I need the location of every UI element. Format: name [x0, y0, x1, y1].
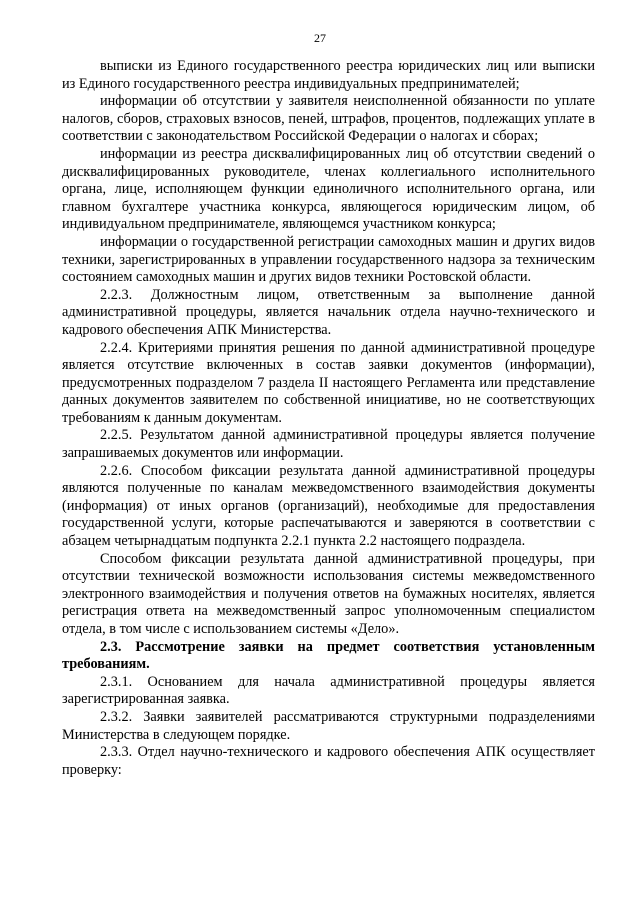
page-number: 27 [314, 31, 326, 45]
paragraph-2-3-3: 2.3.3. Отдел научно-технического и кадрового обеспечения АПК осуществляет проверку: [62, 744, 595, 778]
section-heading-2-3: 2.3. Рассмотрение заявки на предмет соответствия установленным требованиям. [62, 638, 595, 673]
document-body [62, 58, 595, 779]
paragraph-2-3-1: 2.3.1. Основанием для начала административной процедуры является зарегистрированная заявка. [62, 673, 595, 708]
paragraph-disqualified-registry: информации из реестра дисквалифицированных лиц об отсутствии сведений о дисквалифицированных руководителе, членах коллегиального исполнительного органа, лице, исполняющем функции единоличного исполнительного органа, или главном бухгалтере участника конкурса, являющегося юридическим лицом, об индивидуальном предпринимателе, являющемся участником конкурса; [62, 145, 595, 233]
paragraph-2-2-6: 2.2.6. Способом фиксации результата данной административной процедуры являются полученные по каналам межведомственного взаимодействия документы (информация) от иных органов (организаций), необходимые для предоставления государственной услуги, которые распечатываются и заверяются в соответствии с абзацем четырнадцатым подпункта 2.2.1 пункта 2.2 настоящего подраздела. [62, 462, 595, 550]
paragraph-2-2-3: 2.2.3. Должностным лицом, ответственным за выполнение данной административной процедуры, является начальник отдела научно-технического и кадрового обеспечения АПК Министерства. [62, 286, 595, 338]
paragraph-2-2-5: 2.2.5. Результатом данной административной процедуры является получение запрашиваемых документов или информации. [62, 427, 595, 462]
paragraph-fixation-paper: Способом фиксации результата данной административной процедуры, при отсутствии технической возможности использования системы межведомственного электронного взаимодействия и получения ответов на бумажных носителях, является регистрация ответа на межведомственный запрос уполномоченным специалистом отдела, в том числе с использованием системы «Дело». [62, 550, 595, 637]
paragraph-2-2-4: 2.2.4. Критериями принятия решения по данной административной процедуре является отсутствие включенных в состав заявки документов (информации), предусмотренных подразделом 7 раздела II настоящего Регламента или представление данных документов заявителем по собственной инициативе, но не соответствующих требованиям к данным документам. [62, 339, 595, 426]
paragraph-extract-egrul: выписки из Единого государственного реестра юридических лиц или выписки из Единого государственного реестра индивидуальных предпринимателей; [62, 58, 595, 92]
paragraph-2-3-2: 2.3.2. Заявки заявителей рассматриваются структурными подразделениями Министерства в следующем порядке. [62, 708, 595, 743]
paragraph-tax-debt-info: информации об отсутствии у заявителя неисполненной обязанности по уплате налогов, сборов, страховых взносов, пеней, штрафов, процентов, подлежащих уплате в соответствии с законодательством Российской Федерации о налогах и сборах; [62, 93, 595, 145]
paragraph-machinery-registration: информации о государственной регистрации самоходных машин и других видов техники, зарегистрированных в управлении государственного надзора за техническим состоянием самоходных машин и других видов техники Ростовской области. [62, 233, 595, 286]
